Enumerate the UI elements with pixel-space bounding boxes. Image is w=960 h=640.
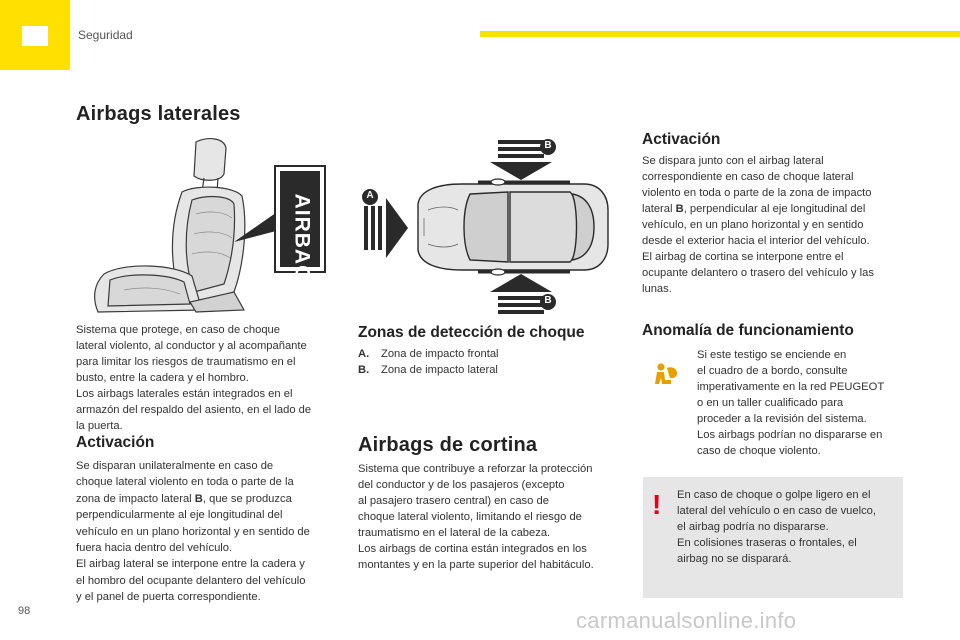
warning-text: En caso de choque o golpe ligero en el lateral del vehículo o en caso de vuelco, el airbag podría no dispararse. En colisiones traseras o frontales, el airbag no se disparará.: [677, 489, 877, 565]
zones-heading: Zonas de detección de choque: [358, 324, 585, 341]
activation-heading-left: Activación: [76, 434, 155, 451]
zones-list: [358, 346, 628, 378]
intro-text: Sistema que protege, en caso de choque lateral violento, al conductor y al acompañante para limitar los riesgos de traumatismo en el busto, entre la cadera y el hombro. Los airbags laterales están integrados en el armazón del respaldo del asiento, en el lado de la puerta.: [76, 324, 312, 432]
warning-icon: !: [652, 489, 662, 520]
malfunction-text: Si este testigo se enciende en el cuadro de a bordo, consulte imperativamente en la red PEUGEOT o en un taller cualificado para proceder a la revisión del sistema. Los airbags podrían no dispararse en caso de choque violento.: [697, 349, 885, 457]
malfunction-heading: Anomalía de funcionamiento: [642, 322, 854, 339]
seat-illustration: [84, 134, 334, 320]
zone-a-marker: A: [366, 190, 374, 201]
curtain-heading: Airbags de cortina: [358, 434, 538, 456]
page-number: 98: [18, 605, 31, 617]
zone-b-marker-top: B: [544, 140, 552, 151]
page-title: Airbags laterales: [76, 103, 241, 125]
zone-b-marker-bottom: B: [544, 295, 552, 306]
activation-heading-right: Activación: [642, 131, 721, 148]
activation-text-right: Se dispara junto con el airbag lateral correspondiente en caso de choque lateral violento en toda o parte de la zona de impacto lateral B, perpendicular al eje longitudinal del vehículo, en un plano horizontal y en sentido desde el exterior hacia el interior del vehículo. El airbag de cortina se interpone entre el ocupante delantero o trasero del vehículo y las lunas.: [642, 155, 874, 295]
airbag-label: AIRBAG: [290, 193, 313, 283]
section-tab-mark: [22, 26, 48, 46]
watermark: carmanualsonline.info: [576, 608, 797, 633]
curtain-text: Sistema que contribuye a reforzar la protección del conductor y de los pasajeros (excepto al pasajero trasero central) en caso de choque lateral violento, limitando el riesgo de traumatismo en el lateral de la cabeza. Los airbags de cortina están integrados en los montantes y en la parte superior del habitáculo.: [358, 463, 594, 571]
zone-item-a: A. Zona de impacto frontal: [358, 348, 499, 360]
section-name: Seguridad: [78, 28, 133, 42]
activation-text-left: Se disparan unilateralmente en caso de choque lateral violento en toda o parte de la zona de impacto lateral B, que se produzca perpendicularmente al eje longitudinal del vehículo en un plano horizontal y en sentido de fuera hacia dentro del vehículo. El airbag lateral se interpone entre la cadera y el hombro del ocupante delantero del vehículo y el panel de puerta correspondiente.: [76, 460, 310, 604]
warning-box: [643, 477, 903, 598]
airbag-warning-light-icon: [652, 362, 680, 388]
zone-item-b: B. Zona de impacto lateral: [358, 364, 498, 376]
impact-zone-illustration: [358, 134, 628, 320]
header-rule: [480, 31, 960, 37]
